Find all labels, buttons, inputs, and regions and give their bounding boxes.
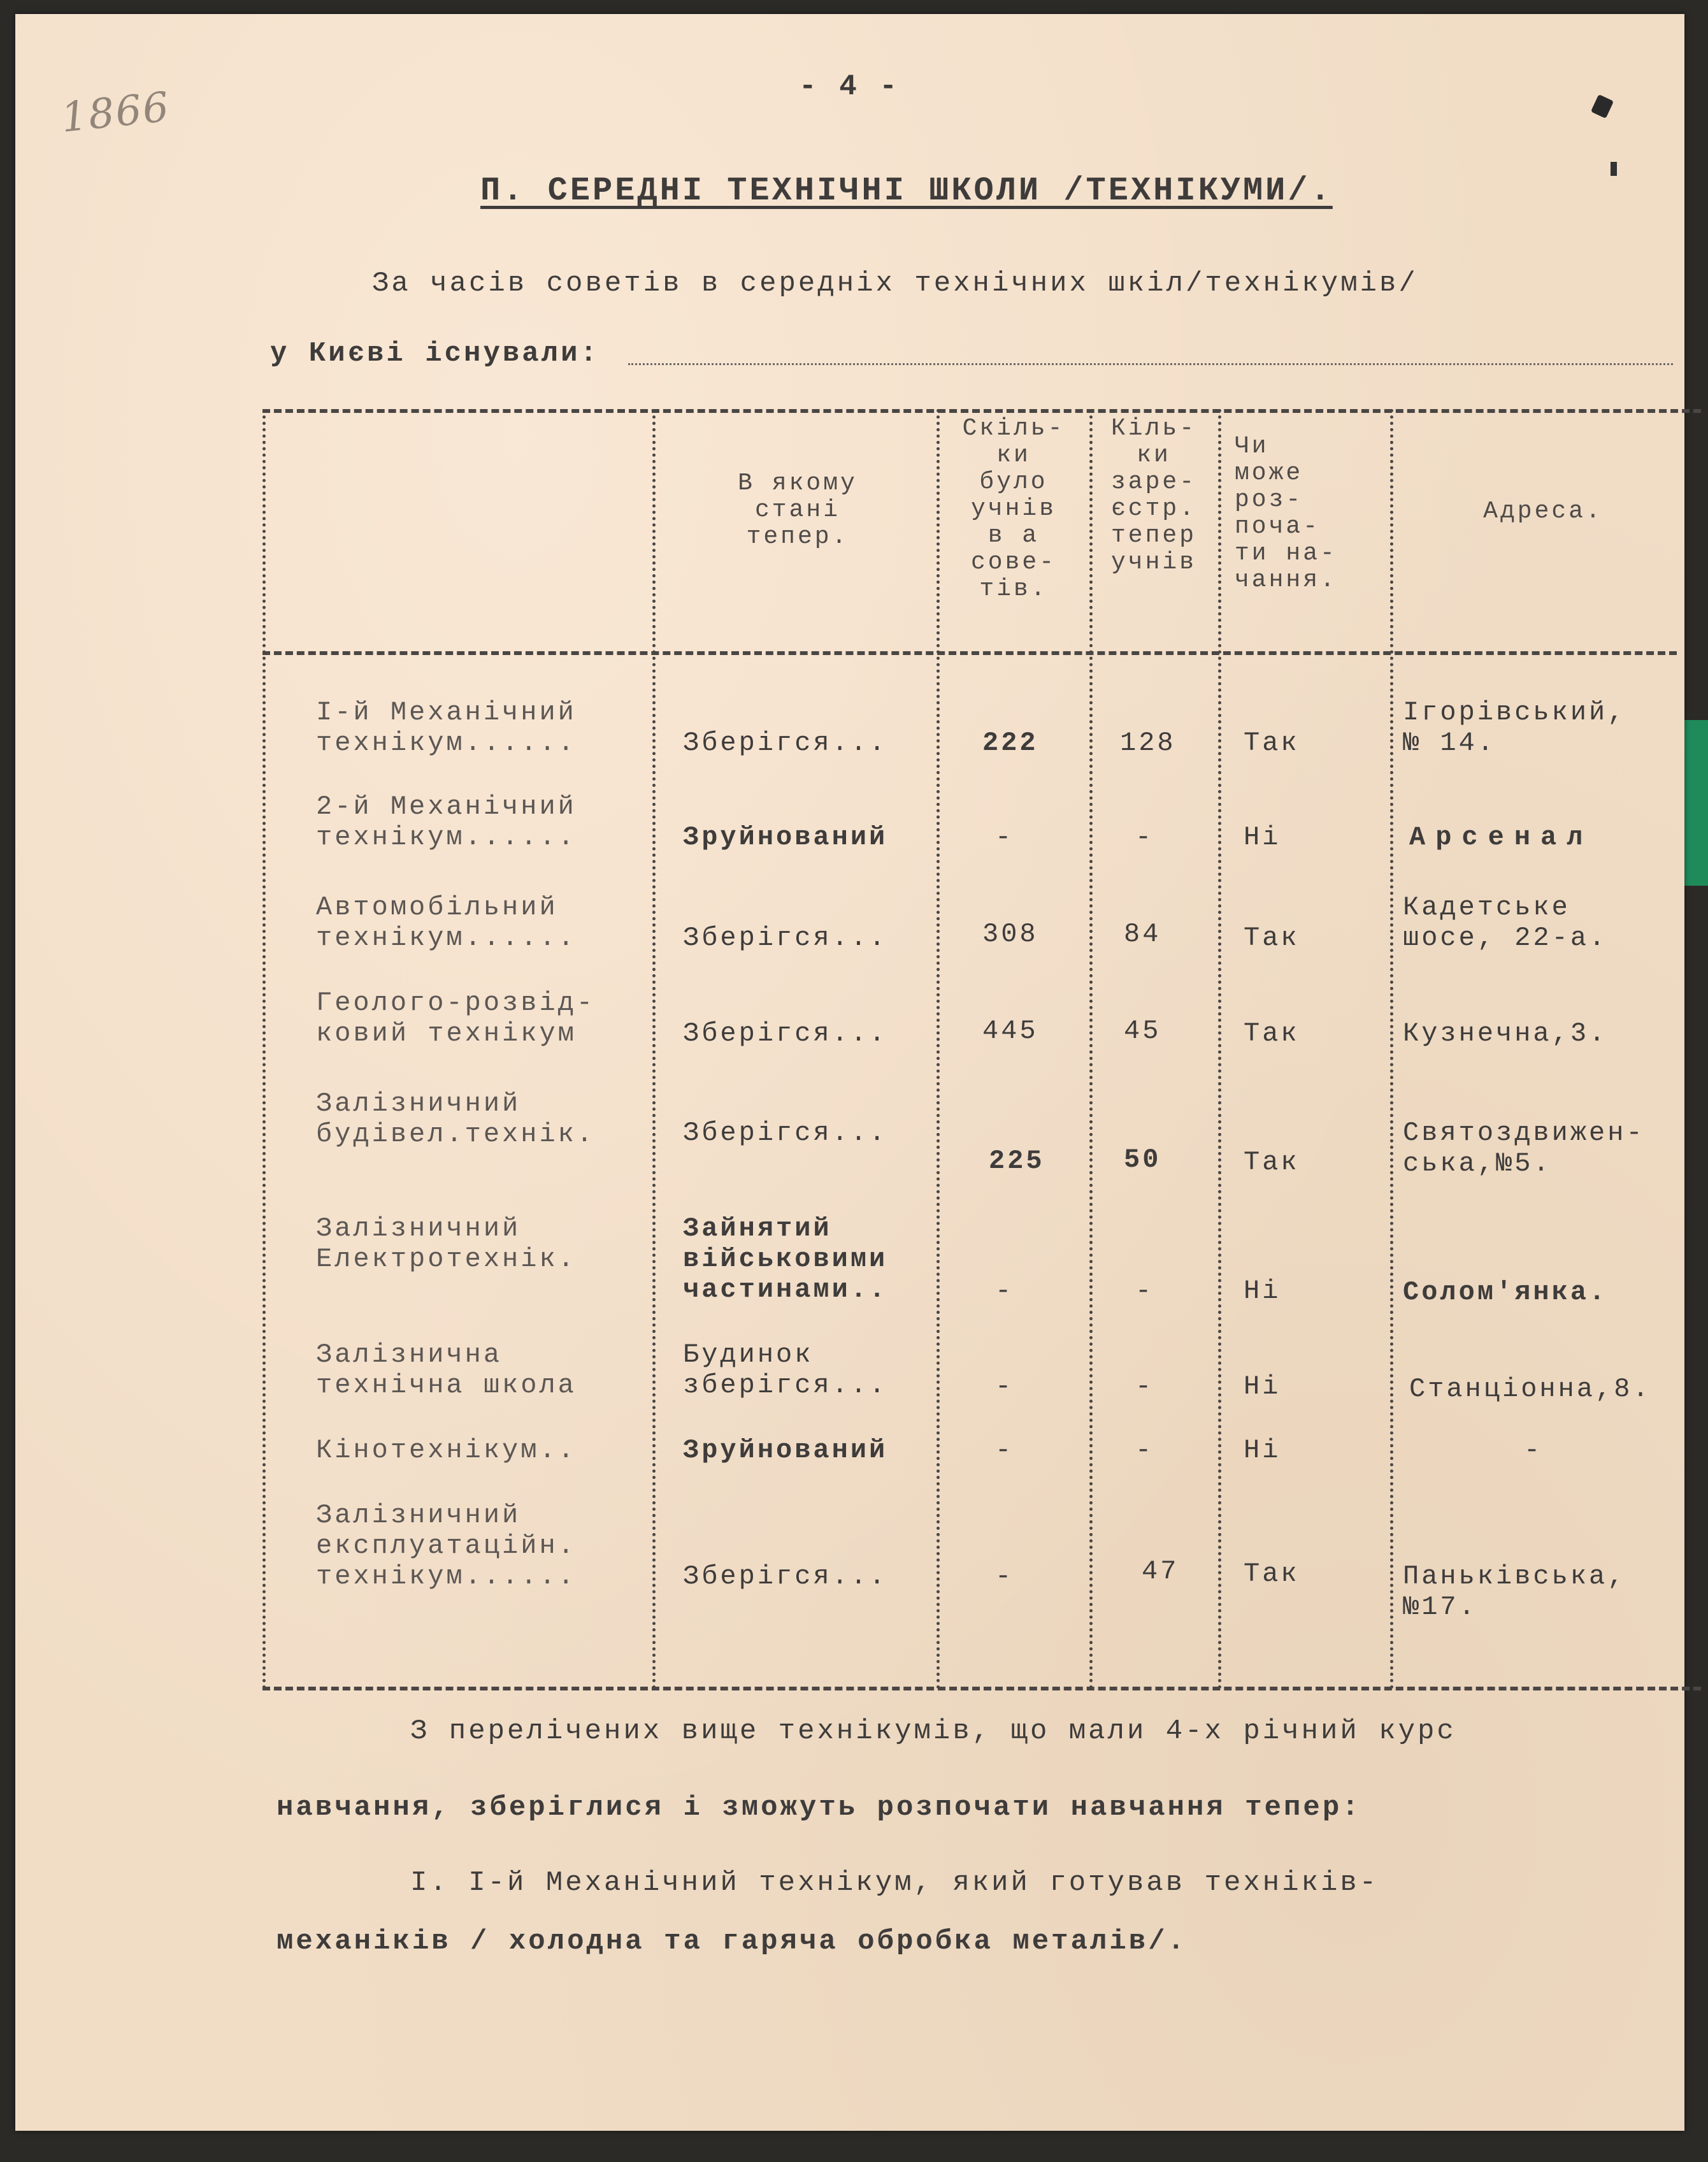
column-header-registered-now: Кіль- ки заре- єстр. тепер учнів <box>1110 415 1197 576</box>
table-cell-address: Паньківська, №17. <box>1403 1561 1626 1622</box>
table-cell-registered-now: 45 <box>1124 1016 1161 1046</box>
table-cell-can-start: Так <box>1244 728 1300 758</box>
table-cell-address: Святоздвижен- ська,№5. <box>1403 1118 1645 1179</box>
table-cell-state: Будинок зберігся... <box>683 1339 888 1401</box>
table-cell-students-soviet: 445 <box>982 1016 1038 1046</box>
table-cell-students-soviet: - <box>995 822 1014 853</box>
intro-line: у Києві існували: <box>270 338 599 370</box>
table-column-rule <box>652 409 656 1690</box>
body-paragraph: механіків / холодна та гаряча обробка металів/. <box>276 1926 1188 1957</box>
intro-line: За часів советів в середніх технічних шкіл/технікумів/ <box>372 268 1418 299</box>
table-cell-can-start: Так <box>1244 1559 1300 1589</box>
table-cell-address: Солом'янка. <box>1403 1277 1608 1308</box>
table-rule-bottom <box>262 1687 1701 1690</box>
ink-mark <box>1611 162 1617 176</box>
table-cell-students-soviet: 308 <box>982 919 1038 949</box>
table-cell-can-start: Ні <box>1244 1435 1281 1466</box>
table-cell-students-soviet: 222 <box>982 728 1038 758</box>
table-column-rule <box>937 409 940 1690</box>
section-title: П. СЕРЕДНІ ТЕХНІЧНІ ШКОЛИ /ТЕХНІКУМИ/. <box>480 172 1333 210</box>
table-column-rule <box>1218 409 1221 1690</box>
table-cell-name: І-й Механічний технікум...... <box>316 697 577 758</box>
table-column-rule <box>262 409 266 1690</box>
table-cell-name: Геолого-розвід- ковий технікум <box>316 988 596 1049</box>
table-cell-address: Ігорівський, № 14. <box>1403 697 1626 758</box>
table-column-rule <box>1390 409 1393 1690</box>
table-cell-address: Арсенал <box>1409 822 1593 853</box>
table-rule-header <box>262 651 1677 655</box>
table-cell-address: - <box>1524 1435 1543 1466</box>
page-number: - 4 - <box>799 70 900 103</box>
table-cell-name: Залізничний експлуатаційн. технікум...... <box>316 1500 577 1592</box>
table-cell-registered-now: - <box>1135 822 1154 853</box>
table-cell-students-soviet: - <box>995 1435 1014 1466</box>
column-header-students-soviet: Скіль- ки було учнів в а сове- тів. <box>962 415 1065 603</box>
table-cell-can-start: Так <box>1244 1147 1300 1178</box>
table-cell-can-start: Ні <box>1244 1371 1281 1402</box>
table-cell-registered-now: - <box>1135 1435 1154 1466</box>
table-cell-can-start: Ні <box>1244 1276 1281 1306</box>
table-cell-students-soviet: - <box>995 1276 1014 1306</box>
table-cell-registered-now: - <box>1135 1276 1154 1306</box>
dotted-leader <box>628 363 1673 365</box>
table-cell-state: Зберігся... <box>683 1561 888 1592</box>
table-cell-state: Зберігся... <box>683 728 888 758</box>
table-cell-registered-now: 84 <box>1124 919 1161 949</box>
technical-schools-table <box>262 409 1701 1693</box>
table-cell-state: Зруйнований <box>683 1435 888 1466</box>
table-cell-name: Залізнична технічна школа <box>316 1339 577 1401</box>
body-paragraph: І. І-й Механічний технікум, який готував техніків- <box>410 1867 1379 1899</box>
body-paragraph: навчання, зберіглися і зможуть розпочати навчання тепер: <box>276 1792 1361 1824</box>
table-cell-registered-now: 128 <box>1120 728 1176 758</box>
table-rule-top <box>262 409 1701 413</box>
table-cell-state: Зруйнований <box>683 822 888 853</box>
table-cell-state: Зберігся... <box>683 1018 888 1049</box>
table-cell-can-start: Так <box>1244 1018 1300 1049</box>
table-cell-address: Кузнечна,3. <box>1403 1018 1608 1049</box>
table-column-rule <box>1089 409 1093 1690</box>
table-cell-address: Станціонна,8. <box>1409 1374 1651 1404</box>
table-cell-can-start: Так <box>1244 923 1300 953</box>
table-cell-registered-now: 47 <box>1142 1556 1179 1587</box>
pencil-annotation: 1866 <box>59 83 173 142</box>
table-cell-name: Кінотехнікум.. <box>316 1435 577 1466</box>
table-cell-name: Автомобільний технікум...... <box>316 892 577 953</box>
column-header-address: Адреса. <box>1483 498 1603 525</box>
table-cell-registered-now: 50 <box>1124 1144 1161 1175</box>
table-cell-state: Зберігся... <box>683 923 888 953</box>
table-cell-address: Кадетське шосе, 22-а. <box>1403 892 1608 953</box>
table-cell-state: Зберігся... <box>683 1118 888 1148</box>
table-cell-name: Залізничний будівел.технік. <box>316 1088 596 1149</box>
table-cell-name: Залізничний Електротехнік. <box>316 1213 577 1274</box>
table-cell-name: 2-й Механічний технікум...... <box>316 791 577 853</box>
ink-mark <box>1591 94 1614 119</box>
document-page <box>15 14 1684 2131</box>
table-cell-state: Зайнятий військовими частинами.. <box>683 1213 888 1305</box>
table-cell-students-soviet: - <box>995 1561 1014 1592</box>
column-header-state: В якому стані тепер. <box>738 470 858 551</box>
table-cell-can-start: Ні <box>1244 822 1281 853</box>
table-cell-students-soviet: - <box>995 1371 1014 1402</box>
table-cell-registered-now: - <box>1135 1371 1154 1402</box>
body-paragraph: З перелічених вище технікумів, що мали 4-х річний курс <box>410 1715 1456 1747</box>
column-header-can-start: Чи може роз- поча- ти на- чання. <box>1235 433 1337 594</box>
table-cell-students-soviet: 225 <box>989 1146 1045 1176</box>
